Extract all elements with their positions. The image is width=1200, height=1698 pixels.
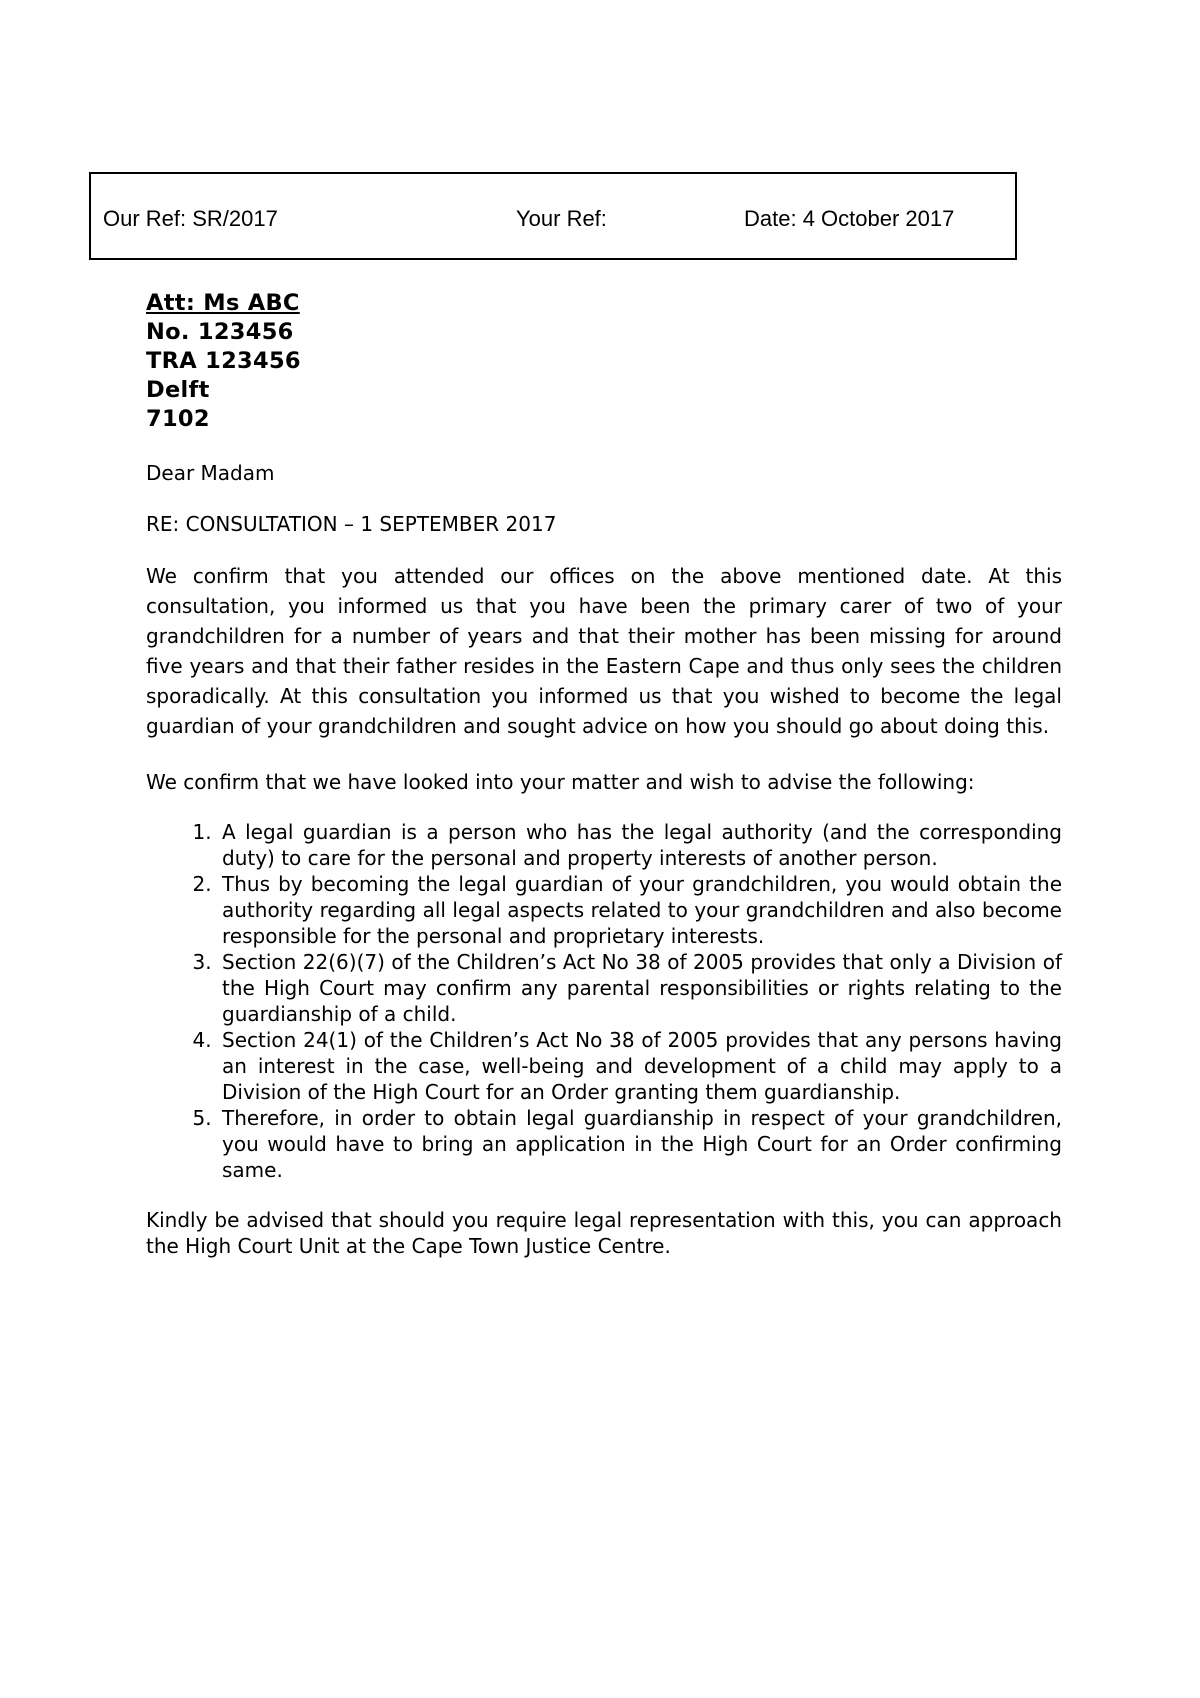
salutation: Dear Madam bbox=[146, 461, 275, 485]
letter-body bbox=[146, 289, 1062, 1259]
letter-date: Date: 4 October 2017 bbox=[744, 206, 955, 231]
reference-box bbox=[89, 172, 1017, 260]
list-item: 4. Section 24(1) of the Children’s Act No 38 of 2005 provides that any persons having an interest in the case, well-being and development of a child may apply to a Division of the High Court for an Order granting them guardianship. bbox=[218, 1027, 1062, 1105]
list-item: 2. Thus by becoming the legal guardian of your grandchildren, you would obtain the authority regarding all legal aspects related to your grandchildren and also become responsible for the personal and proprietary interests. bbox=[218, 871, 1062, 949]
address-line: Delft bbox=[146, 377, 210, 403]
list-item: 5. Therefore, in order to obtain legal guardianship in respect of your grandchildren, you would have to bring an application in the High Court for an Order confirming same. bbox=[218, 1105, 1062, 1183]
your-ref: Your Ref: bbox=[516, 206, 607, 231]
closing-paragraph: Kindly be advised that should you require legal representation with this, you can approach the High Court Unit at the Cape Town Justice Centre. bbox=[146, 1208, 1062, 1258]
our-ref: Our Ref: SR/2017 bbox=[103, 206, 278, 231]
list-item: 3. Section 22(6)(7) of the Children’s Act No 38 of 2005 provides that only a Division of the High Court may confirm any parental responsibilities or rights relating to the guardianship of a child. bbox=[218, 949, 1062, 1027]
advice-list bbox=[146, 819, 1062, 1183]
subject-line: RE: CONSULTATION – 1 SEPTEMBER 2017 bbox=[146, 512, 557, 536]
attention-line: Att: Ms ABC bbox=[146, 290, 300, 316]
address-line: TRA 123456 bbox=[146, 348, 301, 374]
paragraph-consultation: We confirm that you attended our offices on the above mentioned date. At this consultation, you informed us that you have been the primary carer of two of your grandchildren for a number of years and that their mother has been missing for around five years and that their father resides in the Eastern Cape and thus only sees the children sporadically. At this consultation you informed us that you wished to become the legal guardian of your grandchildren and sought advice on how you should go about doing this. bbox=[146, 564, 1062, 738]
address-line: 7102 bbox=[146, 406, 210, 432]
recipient-address bbox=[146, 289, 1062, 434]
address-line: No. 123456 bbox=[146, 319, 294, 345]
list-item: 1. A legal guardian is a person who has the legal authority (and the corresponding duty) to care for the personal and property interests of another person. bbox=[218, 819, 1062, 871]
paragraph-advice-intro: We confirm that we have looked into your matter and wish to advise the following: bbox=[146, 770, 975, 794]
